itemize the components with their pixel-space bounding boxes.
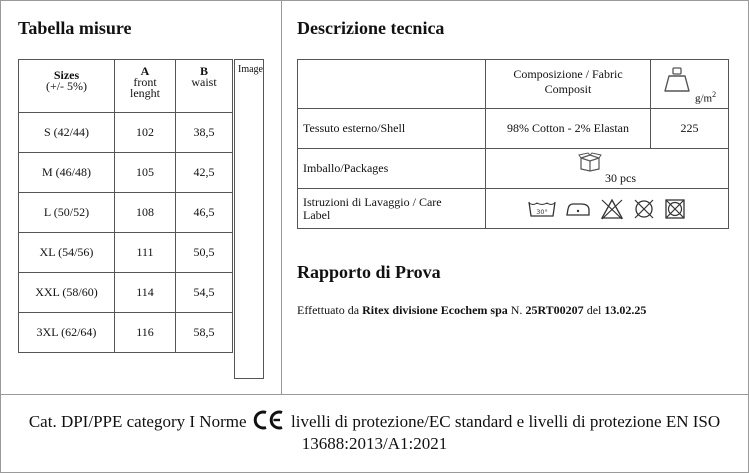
packages-row	[298, 149, 729, 189]
footer-text	[0, 410, 749, 455]
report-del-label: del	[586, 303, 602, 317]
packages-cell	[486, 149, 729, 189]
a-cell: 105	[115, 153, 176, 193]
b-cell: 58,5	[176, 313, 233, 353]
iron-low-icon	[565, 201, 591, 217]
care-row	[298, 189, 729, 229]
image-placeholder	[234, 59, 264, 379]
tech-header-empty	[298, 60, 486, 109]
table-row	[19, 273, 233, 313]
packages-label: Imballo/Packages	[298, 149, 486, 189]
size-cell: XXL (58/60)	[19, 273, 115, 313]
report-lab: Ritex divisione Ecochem spa	[362, 303, 508, 317]
composition-header	[486, 60, 651, 109]
footer-line1	[0, 410, 749, 433]
col-a-line2: lenght	[130, 86, 160, 100]
packages-value: 30 pcs	[605, 170, 636, 185]
box-icon	[578, 152, 602, 172]
table-row	[19, 153, 233, 193]
svg-text:30°: 30°	[536, 207, 548, 216]
size-table-header	[19, 60, 233, 113]
composition-header-line1: Composizione / Fabric	[513, 67, 623, 81]
size-cell: 3XL (62/64)	[19, 313, 115, 353]
a-cell: 114	[115, 273, 176, 313]
report-prefix: Effettuato da	[297, 303, 360, 317]
table-row	[19, 313, 233, 353]
b-cell: 54,5	[176, 273, 233, 313]
shell-label: Tessuto esterno/Shell	[298, 109, 486, 149]
no-bleach-icon	[600, 198, 624, 220]
size-table	[18, 59, 233, 353]
a-cell: 116	[115, 313, 176, 353]
weight-icon	[663, 67, 691, 93]
report-n-label: N.	[510, 303, 523, 317]
col-b-header	[176, 60, 233, 113]
col-a-header	[115, 60, 176, 113]
report-number: 25RT00207	[525, 303, 584, 317]
report-date: 13.02.25	[604, 303, 647, 317]
tech-header-row	[298, 60, 729, 109]
sizes-header-label: Sizes	[53, 68, 80, 82]
composition-header-line2: Composit	[544, 82, 592, 96]
column-divider	[281, 0, 282, 394]
b-cell: 38,5	[176, 113, 233, 153]
footer-after-mark: livelli di protezione/EC standard e livelli di protezione EN ISO	[291, 412, 721, 431]
sizes-header	[19, 60, 115, 113]
table-row	[19, 193, 233, 233]
weight-header	[651, 60, 729, 109]
care-label-line2: Label	[303, 207, 331, 222]
footer-before-mark: Cat. DPI/PPE category I Norme	[28, 412, 247, 431]
b-cell: 50,5	[176, 233, 233, 273]
b-cell: 46,5	[176, 193, 233, 233]
table-row	[19, 113, 233, 153]
size-cell: XL (54/56)	[19, 233, 115, 273]
no-dryclean-icon	[633, 198, 655, 220]
report-title: Rapporto di Prova	[297, 262, 441, 282]
image-label: Image	[238, 64, 263, 75]
footer-divider	[0, 394, 749, 395]
sizes-header-tolerance: (+/- 5%)	[45, 79, 88, 93]
shell-composition: 98% Cotton - 2% Elastan	[486, 109, 651, 149]
a-cell: 111	[115, 233, 176, 273]
tech-table	[297, 59, 729, 229]
footer-line2: 13688:2013/A1:2021	[301, 434, 448, 453]
col-b-label: waist	[191, 75, 217, 89]
ce-mark-icon	[253, 410, 285, 430]
size-cell: S (42/44)	[19, 113, 115, 153]
care-label-line1: Istruzioni di Lavaggio / Care	[303, 194, 442, 209]
care-icons-cell	[486, 189, 729, 229]
b-cell: 42,5	[176, 153, 233, 193]
wash-30-icon	[528, 200, 556, 218]
no-tumble-dry-icon	[664, 198, 686, 220]
size-cell: M (46/48)	[19, 153, 115, 193]
col-a-line1: front	[133, 75, 157, 89]
col-a-letter: A	[140, 64, 150, 78]
col-b-letter: B	[199, 64, 208, 78]
care-label	[298, 189, 486, 229]
size-table-title: Tabella misure	[18, 18, 132, 38]
tech-title: Descrizione tecnica	[297, 18, 445, 38]
size-cell: L (50/52)	[19, 193, 115, 233]
report-line	[297, 303, 646, 318]
weight-unit: $g/m^2$	[695, 90, 717, 105]
a-cell: 108	[115, 193, 176, 233]
table-row	[19, 233, 233, 273]
shell-row	[298, 109, 729, 149]
shell-weight: 225	[651, 109, 729, 149]
a-cell: 102	[115, 113, 176, 153]
